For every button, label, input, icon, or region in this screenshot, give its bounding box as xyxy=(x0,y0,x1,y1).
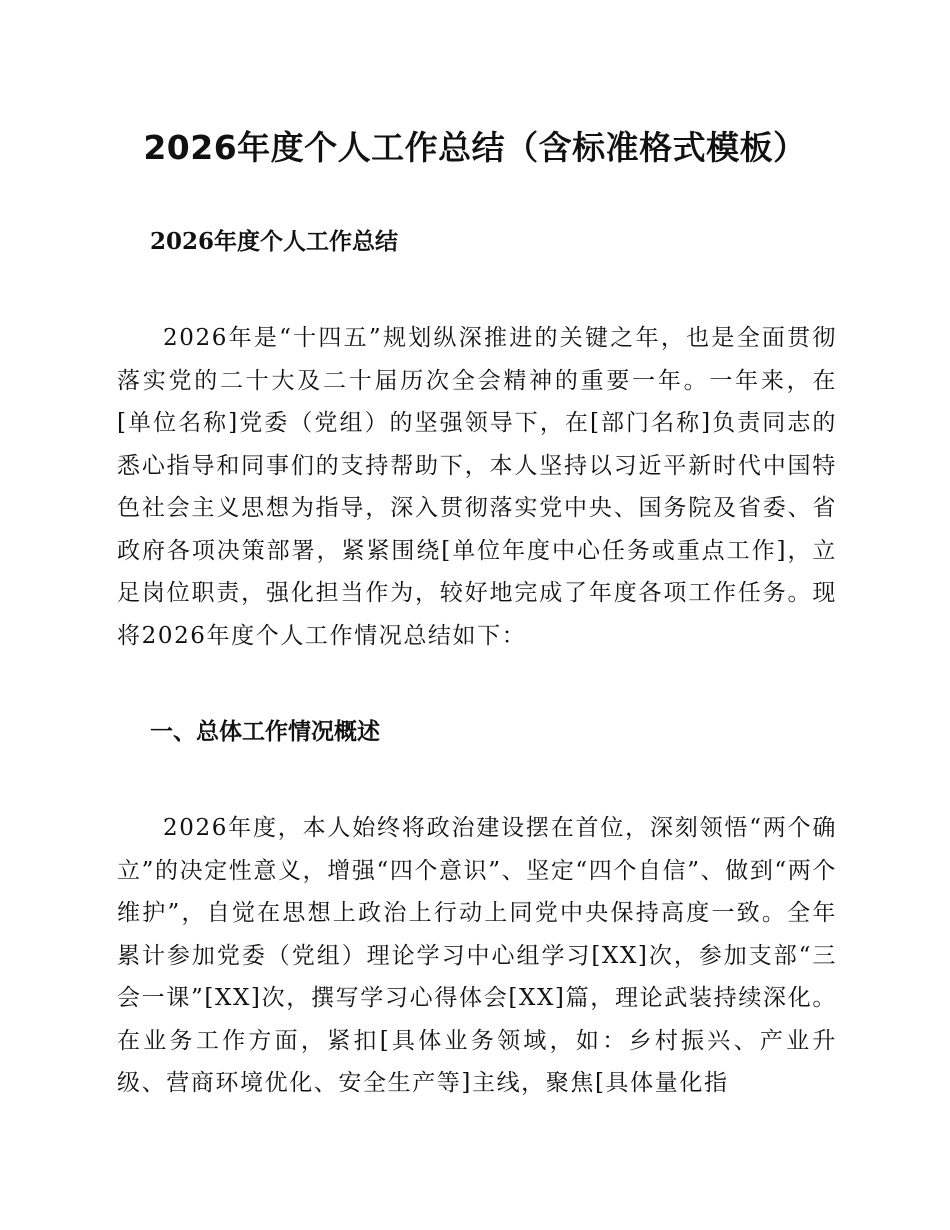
overview-paragraph: 2026年度，本人始终将政治建设摆在首位，深刻领悟“两个确立”的决定性意义，增强“四个意识”、坚定“四个自信”、做到“两个维护”，自觉在思想上政治上行动上同党中央保持高度一致。全年累计参加党委（党组）理论学习中心组学习[XX]次，参加支部“三会一课”[XX]次，撰写学习心得体会[XX]篇，理论武装持续深化。在业务工作方面，紧扣[具体业务领域，如：乡村振兴、产业升级、营商环境优化、安全生产等]主线，聚焦[具体量化指 xyxy=(117,815,837,1096)
section-heading-overview: 一、总体工作情况概述 xyxy=(150,719,380,745)
intro-paragraph: 2026年是“十四五”规划纵深推进的关键之年，也是全面贯彻落实党的二十大及二十届历次全会精神的重要一年。一年来，在[单位名称]党委（党组）的坚强领导下，在[部门名称]负责同志的悉心指导和同事们的支持帮助下，本人坚持以习近平新时代中国特色社会主义思想为指导，深入贯彻落实党中央、国务院及省委、省政府各项决策部署，紧紧围绕[单位年度中心任务或重点工作]，立足岗位职责，强化担当作为，较好地完成了年度各项工作任务。现将2026年度个人工作情况总结如下： xyxy=(117,325,837,649)
document-subtitle: 2026年度个人工作总结 xyxy=(150,228,399,255)
document-title: 2026年度个人工作总结（含标准格式模板） xyxy=(143,128,807,167)
